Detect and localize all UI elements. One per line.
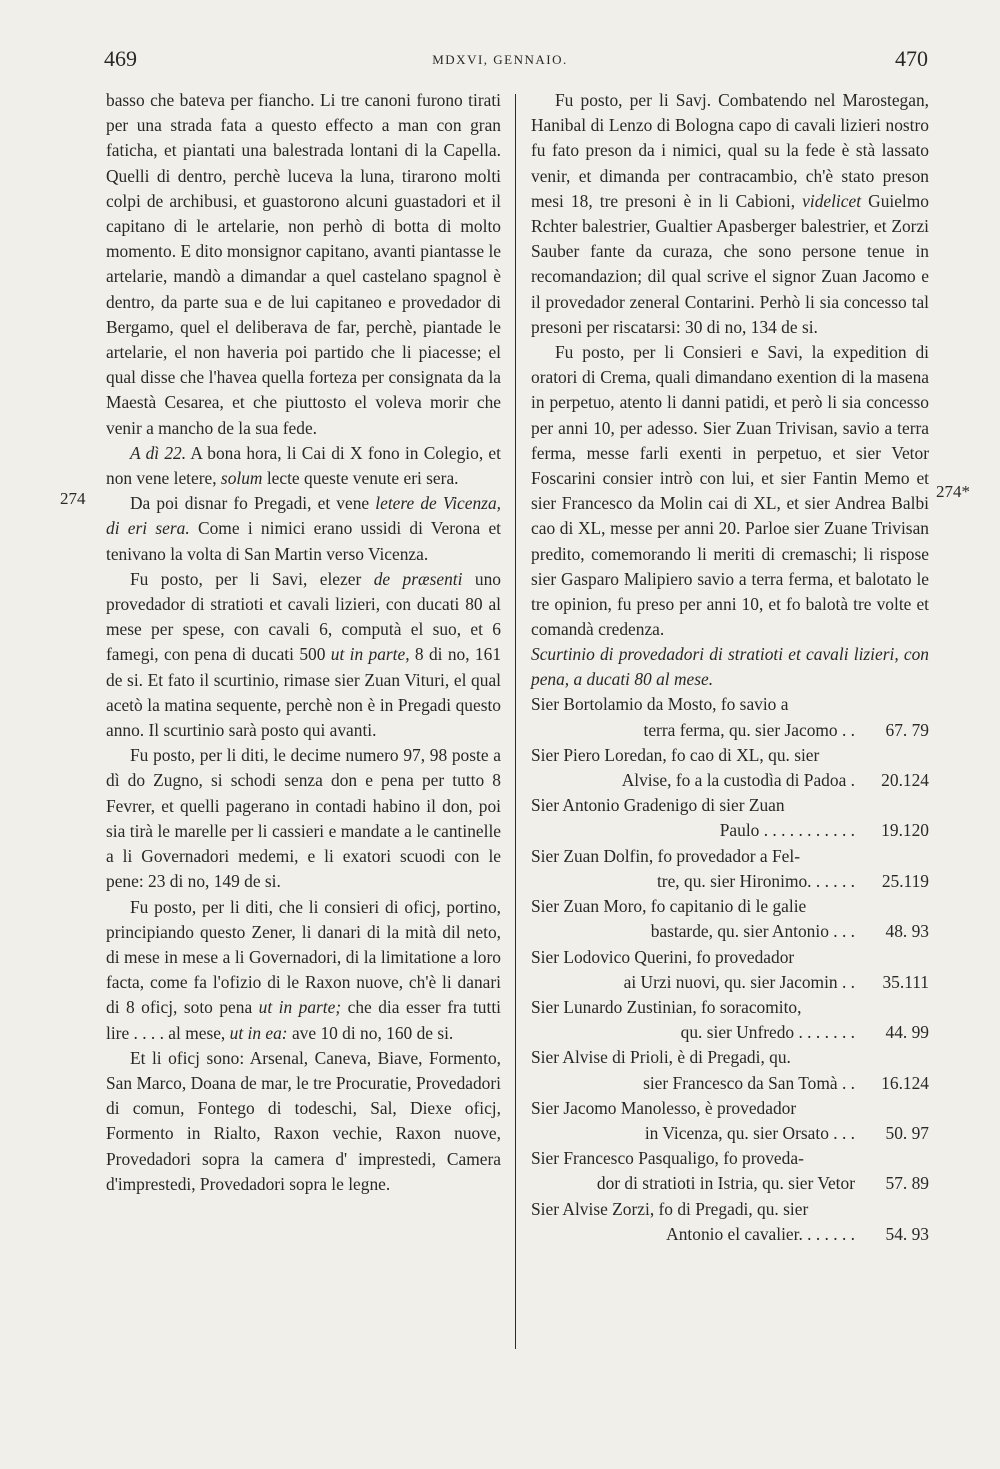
- candidate-detail: sier Francesco da San Tomà . .: [643, 1072, 855, 1093]
- scrutiny-entry: [531, 692, 929, 742]
- vote-count: 16.124: [881, 1072, 929, 1093]
- candidate-detail: Alvise, fo a la custodìa di Padoa .: [621, 770, 855, 791]
- vote-count: 50. 97: [885, 1122, 929, 1143]
- paragraph: Fu posto, per li diti, che li consieri di oficj, portino, principiando questo Zener, li danari di la mità dil neto, di mese in mese a li Governadori, di la limitatione a loro facta, come fa l'ofizio di le Raxon nuove, ch'è li danari di 8 oficj, soto pena ut in parte; che dia esser fra tutti lire . . . . al mese, ut in ea: ave 10 di no, 160 de si.: [106, 896, 501, 1043]
- candidate-name: Sier Alvise di Prioli, è di Pregadi, qu.: [531, 1047, 791, 1068]
- scrutiny-entry: [531, 995, 929, 1045]
- candidate-name: Sier Bortolamio da Mosto, fo savio a: [531, 694, 789, 715]
- scrutiny-entry: [531, 894, 929, 944]
- vote-count: 67. 79: [885, 719, 929, 740]
- candidate-name: Sier Zuan Moro, fo capitanio di le galie: [531, 896, 807, 917]
- candidate-detail: tre, qu. sier Hironimo. . . . . .: [656, 870, 855, 891]
- scrutiny-entry: [531, 844, 929, 894]
- paragraph: Fu posto, per li diti, le decime numero 97, 98 poste a dì do Zugno, si schodi senza don e pena per tutto 8 Fevrer, et quelli pagerano in contadi habino il don, poi sia tirà le marelle per li cassieri e mandate a le cantinelle a li Governadori medemi, e li exatori scuodi con le pene: 23 di no, 149 de si.: [106, 745, 501, 892]
- section-title: Scurtinio di provedadori di stratioti et cavali lizieri, con pena, a ducati 80 al mese.: [531, 644, 929, 690]
- column-divider: [515, 94, 516, 1349]
- margin-note-right: 274*: [936, 482, 970, 501]
- paragraph: Fu posto, per li Savi, elezer de præsenti uno provedador di stratioti et cavali lizieri, con ducati 80 al mese per spese, con cavali 6, computà el suo, et 6 famegi, con pena di ducati 500 ut in parte, 8 di no, 161 de si. Et fato il scurtinio, rimase sier Zuan Vituri, el qual acetò la matina sequente, perchè non è in Pregadi questo anno. Il scurtinio sarà posto qui avanti.: [106, 568, 502, 741]
- candidate-detail: qu. sier Unfredo . . . . . . .: [680, 1022, 855, 1043]
- paragraph: basso che bateva per fiancho. Li tre canoni furono tirati per una strada fata a questo effecto a man con gran faticha, et piantati una balestrada lontani di la Capella. Quelli di dentro, perchè luceva la luna, tirarono molti colpi de archibusi, et guastorono alcuni guastadori et il capitano di le artelarie, non perhò di botta di molto momento. E dito monsignor capitano, avanti piantasse le artelarie, mandò a dimandar a quel castelano spagnol è dentro, da parte sua e de lui capitaneo e provedador di Bergamo, quel el deliberava de far, perchè, piantade le artelarie, el non haveria poi partido che li piacesse; el qual disse che l'havea quella forteza per consignata da la Maestà Cesarea, et che piuttosto el voleva morir che venir a mancho de la sua fede.: [106, 90, 501, 438]
- vote-count: 48. 93: [885, 921, 929, 942]
- candidate-detail: dor di stratioti in Istria, qu. sier Vetor: [596, 1173, 855, 1194]
- paragraph: Da poi disnar fo Pregadi, et vene letere de Vicenza, di eri sera. Come i nimici erano ussidi di Verona et tenivano la volta di San Martin verso Vicenza.: [106, 493, 502, 564]
- candidate-name: Sier Alvise Zorzi, fo di Pregadi, qu. sier: [531, 1198, 809, 1219]
- scrutiny-entry: [531, 1146, 929, 1196]
- scrutiny-entry: [531, 743, 929, 793]
- candidate-name: Sier Jacomo Manolesso, è provedador: [531, 1097, 797, 1118]
- right-page-number: 470: [895, 46, 928, 71]
- page-header: [0, 46, 1000, 80]
- candidate-name: Sier Francesco Pasqualigo, fo proveda-: [531, 1148, 804, 1169]
- date-heading: A dì 22.: [130, 442, 187, 463]
- candidate-detail: Paulo . . . . . . . . . . .: [719, 820, 855, 841]
- running-head: MDXVI, GENNAIO.: [432, 52, 568, 67]
- paragraph: Et li oficj sono: Arsenal, Caneva, Biave, Formento, San Marco, Doana de mar, le tre Procuratie, Provedadori di comun, Fontego di todeschi, Sal, Diexe oficj, Formento in Rialto, Raxon vechie, Raxon nuove, Provedadori sopra la camera d' imprestedi, Camera d'imprestedi, Provedadori sopra le legne.: [106, 1047, 501, 1194]
- vote-count: 35.111: [882, 971, 929, 992]
- paragraph: Fu posto, per li Savj. Combatendo nel Marostegan, Hanibal di Lenzo di Bologna capo di cavali lizieri nostro fu fato preson da i nimici, qual su la fede è stà lassato venir, et dimanda per contracambio, ch'è stato preson mesi 18, tre presoni è in li Cabioni, videlicet Guielmo Rchter balestrier, Gualtier Apasberger balestrier, et Zorzi Sauber fante da curaza, che sono persone tenue in recomandazion; dil qual scrive el signor Zuan Jacomo e il provedador zeneral Contarini. Perhò li sia concesso tal presoni per riscatarsi: 30 di no, 134 de si.: [531, 90, 929, 337]
- scrutiny-entry: [531, 1045, 929, 1095]
- vote-count: 25.119: [881, 870, 929, 891]
- scrutiny-entry: [531, 1096, 929, 1146]
- paragraph: A dì 22. A bona hora, li Cai di X fono in Colegio, et non vene letere, solum lecte queste venute eri sera.: [106, 442, 501, 489]
- candidate-name: Sier Piero Loredan, fo cao di XL, qu. sier: [531, 744, 820, 765]
- candidate-detail: ai Urzi nuovi, qu. sier Jacomin . .: [623, 971, 855, 992]
- candidate-detail: bastarde, qu. sier Antonio . . .: [650, 921, 855, 942]
- candidate-detail: terra ferma, qu. sier Jacomo . .: [643, 719, 855, 740]
- candidate-detail: Antonio el cavalier. . . . . . .: [666, 1223, 855, 1244]
- candidate-name: Sier Zuan Dolfin, fo provedador a Fel-: [531, 845, 800, 866]
- margin-note-left: 274: [60, 489, 86, 508]
- vote-count: 44. 99: [885, 1022, 929, 1043]
- vote-count: 20.124: [881, 770, 929, 791]
- vote-count: 54. 93: [885, 1223, 929, 1244]
- candidate-name: Sier Lunardo Zustinian, fo soracomito,: [531, 996, 802, 1017]
- left-column: [106, 88, 501, 1197]
- candidate-detail: in Vicenza, qu. sier Orsato . . .: [644, 1122, 855, 1143]
- scrutiny-entry: [531, 793, 929, 843]
- vote-count: 19.120: [881, 820, 929, 841]
- vote-count: 57. 89: [885, 1173, 929, 1194]
- scrutiny-entry: [531, 945, 929, 995]
- right-column: [531, 88, 929, 1247]
- scrutiny-entry: [531, 1197, 929, 1247]
- candidate-name: Sier Antonio Gradenigo di sier Zuan: [531, 795, 785, 816]
- candidate-name: Sier Lodovico Querini, fo provedador: [531, 946, 795, 967]
- scrutiny-list: [531, 692, 929, 1246]
- paragraph: Fu posto, per li Consieri e Savi, la expedition di oratori di Crema, quali dimandano exention di la masena in perpetuo, atento li danni patidi, et però li sia concesso per anni 10, per adesso. Sier Zuan Trivisan, savio a terra ferma, messe farli exenti in perpetuo, et sier Vetor Foscarini consier intrò con lui, et sier Fantin Memo et sier Francesco da Molin cai di XL, et sier Andrea Balbi cao di XL, messe per anni 20. Parloe sier Zuane Trivisan predito, comemorando li meriti di cremaschi; li rispose sier Gasparo Malipiero savio a terra ferma, et balotato le tre opinion, fu preso per anni 10, et fo balotà tre volte et comandà credenza.: [531, 342, 929, 640]
- left-page-number: 469: [104, 46, 137, 71]
